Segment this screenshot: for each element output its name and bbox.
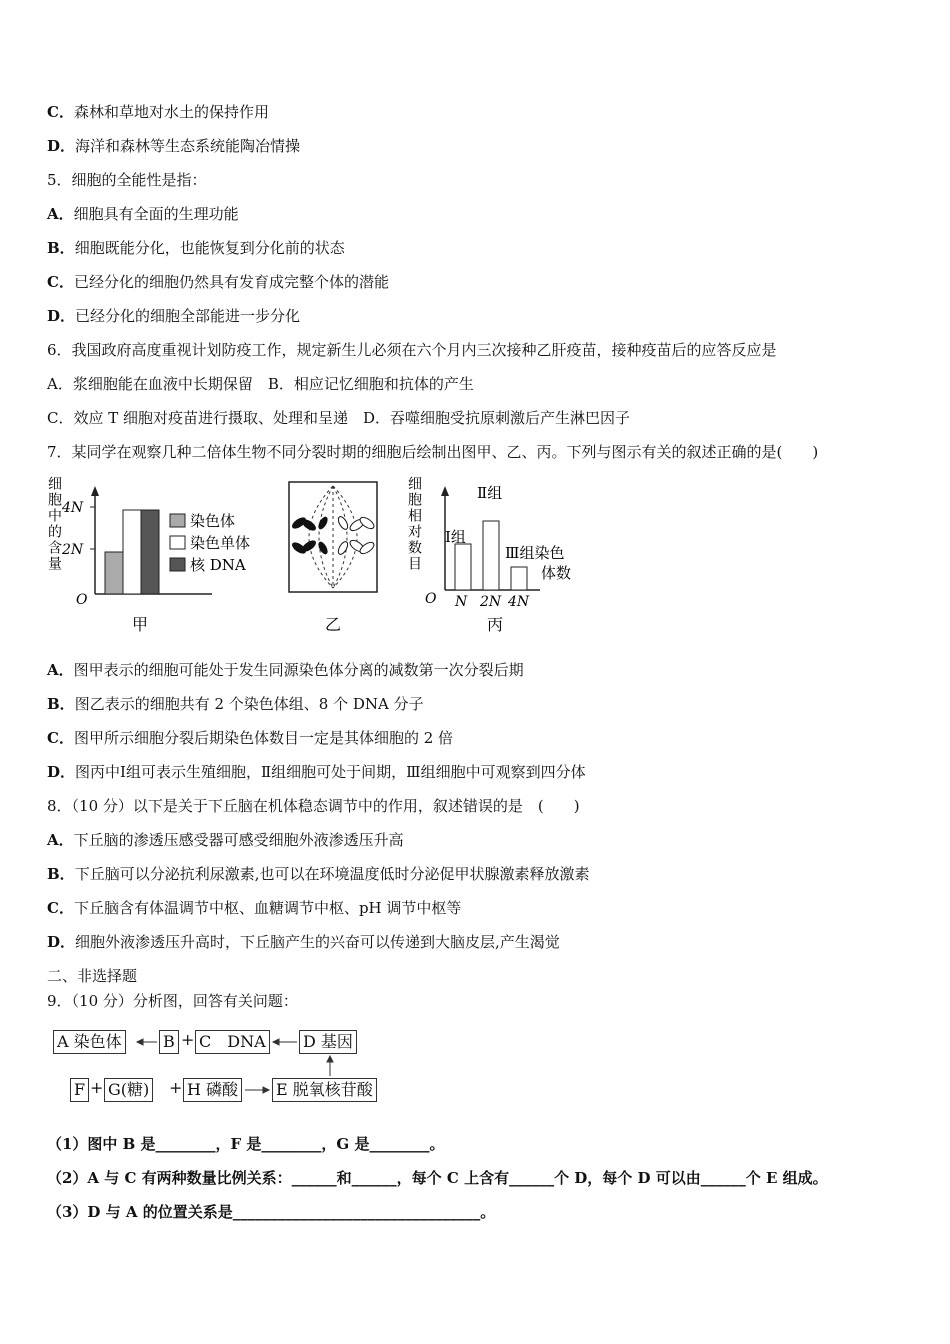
q5-option-a: A．细胞具有全面的生理功能: [47, 205, 239, 223]
bing-tick-n: N: [455, 594, 468, 610]
legend-dna: 核 DNA: [190, 556, 246, 574]
plus-2: +: [90, 1078, 104, 1097]
legend-swatch-dna: [170, 558, 185, 571]
legend-swatch-chromatid: [170, 536, 185, 549]
jia-bar-3: [141, 510, 159, 594]
box-d-gene: D 基因: [299, 1030, 357, 1054]
q6-options-row2: C．效应 T 细胞对疫苗进行摄取、处理和呈递 D．吞噬细胞受抗原刺激后产生淋巴因子: [47, 409, 631, 427]
bing-tick-4n: 4N: [508, 594, 530, 610]
q5-option-c: C．已经分化的细胞仍然具有发育成完整个体的潜能: [47, 273, 389, 291]
q9-diagram: [45, 1022, 395, 1108]
plus-3: +: [169, 1078, 183, 1097]
jia-caption: 甲: [132, 615, 149, 634]
q5-stem: 5．细胞的全能性是指：: [47, 171, 207, 189]
yi-caption: 乙: [325, 615, 342, 634]
q8-option-c: C．下丘脑含有体温调节中枢、血糖调节中枢、pH 调节中枢等: [47, 899, 462, 917]
q9-stem: 9．（10 分）分析图，回答有关问题：: [47, 992, 298, 1010]
figure-yi: [285, 478, 385, 638]
q7-option-c: C．图甲所示细胞分裂后期染色体数目一定是其体细胞的 2 倍: [47, 729, 454, 747]
bing-bar-1: [455, 544, 471, 590]
bing-bar-3: [511, 567, 527, 590]
q7-option-a: A．图甲表示的细胞可能处于发生同源染色体分离的减数第一次分裂后期: [47, 661, 524, 679]
jia-y-arrow: [91, 486, 99, 496]
diagram-arrows: [45, 1022, 395, 1108]
q9-sub3: （3）D 与 A 的位置关系是_________________________________。: [47, 1203, 496, 1221]
jia-bar-2: [123, 510, 141, 594]
q6-stem: 6．我国政府高度重视计划防疫工作，规定新生儿必须在六个月内三次接种乙肝疫苗，接种疫苗后的应答反应是: [47, 341, 777, 359]
box-f: F: [70, 1078, 89, 1102]
jia-ylabel: 细胞中的含量: [46, 476, 62, 572]
bing-origin: O: [425, 591, 437, 607]
q6-options-row1: A．浆细胞能在血液中长期保留 B．相应记忆细胞和抗体的产生: [47, 375, 474, 393]
box-e-nucleotide: E 脱氧核苷酸: [272, 1078, 377, 1102]
bing-y-arrow: [441, 486, 449, 496]
q4-option-c: C．森林和草地对水土的保持作用: [47, 103, 269, 121]
q7-stem: 7．某同学在观察几种二倍体生物不同分裂时期的细胞后绘制出图甲、乙、丙。下列与图示有关的叙述正确的是( ): [47, 443, 819, 461]
bing-tick-2n: 2N: [480, 594, 502, 610]
q4-option-d: D．海洋和森林等生态系统能陶冶情操: [47, 137, 301, 155]
q8-option-a: A．下丘脑的渗透压感受器可感受细胞外液渗透压升高: [47, 831, 404, 849]
q5-option-b: B．细胞既能分化，也能恢复到分化前的状态: [47, 239, 345, 257]
jia-origin: O: [76, 592, 88, 608]
q9-sub1: （1）图中 B 是________，F 是________，G 是________。: [47, 1135, 445, 1153]
box-b: B: [159, 1030, 179, 1054]
bing-xlabel: 体数: [541, 564, 572, 582]
figure-bing: [405, 472, 600, 637]
jia-tick-2n: 2N: [62, 542, 84, 558]
bing-caption: 丙: [487, 615, 504, 634]
box-a-chromosome: A 染色体: [53, 1030, 126, 1054]
box-g-sugar: G(糖): [104, 1078, 153, 1102]
bing-bar-2: [483, 521, 499, 590]
q7-option-b: B．图乙表示的细胞共有 2 个染色体组、8 个 DNA 分子: [47, 695, 424, 713]
jia-bar-1: [105, 552, 123, 594]
q8-option-b: B．下丘脑可以分泌抗利尿激素,也可以在环境温度低时分泌促甲状腺激素释放激素: [47, 865, 590, 883]
section-heading: 二、非选择题: [47, 967, 138, 985]
bing-group1-label: Ⅰ组: [445, 528, 466, 546]
bing-ylabel: 细胞相对数目: [406, 476, 422, 572]
q8-option-d: D．细胞外液渗透压升高时，下丘脑产生的兴奋可以传递到大脑皮层,产生渴觉: [47, 933, 560, 951]
jia-tick-4n: 4N: [62, 500, 84, 516]
q8-stem: 8．（10 分）以下是关于下丘脑在机体稳态调节中的作用，叙述错误的是 ( ): [47, 797, 580, 815]
figure-jia: [40, 472, 285, 637]
legend-swatch-chromosome: [170, 514, 185, 527]
legend-chromosome: 染色体: [190, 512, 236, 530]
q7-option-d: D．图丙中Ⅰ组可表示生殖细胞，Ⅱ组细胞可处于间期，Ⅲ组细胞中可观察到四分体: [47, 763, 586, 781]
bing-group3-label: Ⅲ组染色: [505, 544, 565, 562]
legend-chromatid: 染色单体: [190, 534, 251, 552]
plus-1: +: [181, 1030, 195, 1049]
q5-option-d: D．已经分化的细胞全部能进一步分化: [47, 307, 301, 325]
q9-sub2: （2）A 与 C 有两种数量比例关系：______和______，每个 C 上含有______个 D，每个 D 可以由______个 E 组成。: [47, 1169, 828, 1187]
box-h-phosphate: H 磷酸: [183, 1078, 242, 1102]
box-c-dna: C DNA: [195, 1030, 270, 1054]
bing-group2-label: Ⅱ组: [477, 484, 503, 502]
